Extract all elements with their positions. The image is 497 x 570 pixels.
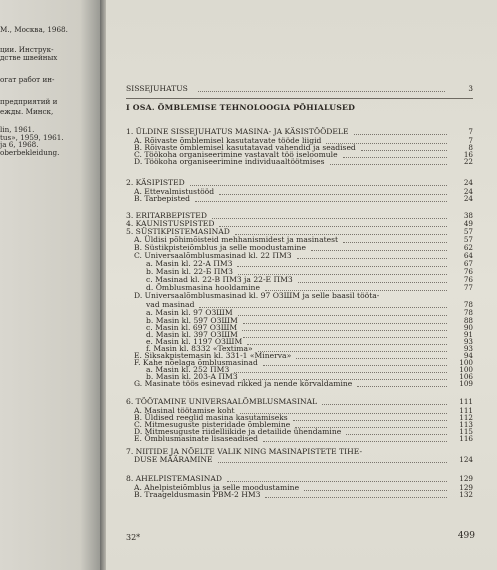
toc-entry-label: A. Ettevalmistustööd [134,187,215,196]
toc-chapter-page: 57 [463,227,473,236]
toc-intro [126,84,190,93]
toc-entry-leader [242,330,447,331]
toc-entry-label: F. Kahe nõelaga õmblusmasinad [134,358,258,367]
left-page-line: огат работ ин- [0,75,55,84]
toc-entry-page: 91 [463,330,473,339]
toc-entry-page: 77 [463,283,473,292]
toc-entry-page: 116 [459,434,473,443]
toc-chapter [126,127,351,136]
toc-entry-page: 88 [463,316,473,325]
toc-entry-page: 78 [463,308,473,317]
printer-signature: 32* [126,533,141,542]
toc-entry-page: 64 [463,251,473,260]
toc-entry [134,434,260,443]
toc-entry-page: 78 [463,300,473,309]
toc-entry-leader [296,358,447,359]
toc-entry-leader [238,315,447,316]
toc-entry-label: D. Universaalõmblusmasinad kl. 97 ОЗШМ ja selle baasil tööta- [134,291,380,300]
toc-entry-label: E. Õmblusmasinate lisaseadised [134,434,259,443]
toc-entry-page: 100 [459,365,473,374]
toc-entry-label: A. Ahelpisteiõmblus ja selle moodustamine [134,483,300,492]
toc-entry-label: D. Mitmesuguste riidelliikide ja detailide ühendamine [134,427,342,436]
left-page-line: M., Москва, 1968. [0,25,68,34]
toc-chapter-leader [219,226,447,227]
toc-entry-label: c. Masin kl. 697 ОЗШМ [146,323,238,332]
toc-chapter-leader [354,134,447,135]
toc-entry-leader [265,497,447,498]
toc-entry [134,291,381,300]
left-page-line: lin, 1961. [0,125,35,134]
toc-entry-label: C. Töökoha organiseerimine vastavalt töö iseloomule [134,150,338,159]
toc-chapter-page: 111 [459,397,473,406]
toc-entry-label: vad masinad [146,300,195,309]
toc-entry [134,379,354,388]
right-page [106,0,497,570]
toc-entry-label: C. Universaalõmblusmasinad kl. 22 ПМЗ [134,251,292,260]
toc-entry-page: 62 [463,243,473,252]
toc-chapter-leader [212,218,447,219]
toc-entry-label: B. Üldised reeglid masina kasutamiseks [134,413,288,422]
toc-chapter-cont-leader [218,462,447,463]
toc-chapter [126,474,224,483]
toc-chapter-label: 2. KÄSIPISTED [126,178,185,187]
toc-entry-leader [297,258,447,259]
toc-entry-label: C. Mitmesuguste pisteridade õmblemine [134,420,291,429]
toc-entry-label: a. Masin kl. 22-A ПМЗ [146,259,233,268]
toc-entry-page: 100 [459,358,473,367]
toc-chapter-cont-page: 124 [459,455,473,464]
toc-entry-label: G. Masinate töös esinevad rikked ja nende kõrvaldamine [134,379,353,388]
toc-entry-page: 24 [463,187,473,196]
toc-chapter-leader [227,481,447,482]
toc-entry-label: A. Masinal töötamise koht [134,406,235,415]
toc-entry-label: A. Üldisi põhimõisteid mehhanismidest ja masinatest [134,235,339,244]
left-page-line: tus», 1959, 1961. [0,133,64,142]
toc-entry-page: 132 [459,490,473,499]
toc-entry-label: B. Süstikpisteiõmblus ja selle moodustamine [134,243,306,252]
toc-entry-page: 57 [463,235,473,244]
toc-entry-leader [199,307,447,308]
toc-chapter-label: 4. KAUNISTUSPISTED [126,219,215,228]
toc-entry-label: B. Traageldusmasin РВМ-2 НМЗ [134,490,261,499]
toc-entry-label: c. Masinad kl. 22-В ПМЗ ja 22-Е ПМЗ [146,275,293,284]
toc-entry-page: 112 [459,413,473,422]
toc-entry-leader [343,157,447,158]
toc-chapter-label: 5. SÜSTIKPISTEMASINAD [126,227,230,236]
left-page-line: ции. Инструк- [0,45,54,54]
toc-entry-leader [237,266,447,267]
toc-entry-label: b. Masin kl. 22-Б ПМЗ [146,267,233,276]
toc-entry-label: D. Töökoha organiseerimine individuaaltöötmises [134,157,325,166]
toc-entry-leader [195,201,447,202]
toc-entry-leader [219,194,447,195]
toc-entry-leader [243,323,447,324]
toc-entry-label: B. Tarbepisted [134,194,190,203]
toc-chapter-label: 8. AHELPISTEMASINAD [126,474,222,483]
toc-entry-leader [343,242,447,243]
toc-entry-page: 7 [468,136,473,145]
toc-intro-leader [198,91,445,92]
toc-entry-leader [361,150,447,151]
toc-entry-label: d. Õmblusmasina hooldamine [146,283,260,292]
left-page-line: дстве швейных [0,53,58,62]
toc-entry-leader [263,365,447,366]
toc-rule [126,98,473,99]
toc-entry-page: 22 [463,157,473,166]
toc-intro-label: SISSEJUHATUS [126,84,188,93]
toc-entry-page: 8 [468,143,473,152]
toc-entry-leader [311,250,447,251]
toc-entry-page: 115 [459,427,473,436]
toc-part-heading: I OSA. ÖMBLEMISE TEHNOLOOGIA PÕHIALUSED [126,103,356,112]
toc-entry-label: B. Rõivaste õmblemisel kasutatavad vahendid ja seadised [134,143,356,152]
toc-chapter-page: 129 [459,474,473,483]
toc-entry-label: b. Masin kl. 597 ОЗШМ [146,316,238,325]
toc-entry-label: d. Masin kl. 397 ОЗШМ [146,330,238,339]
left-page-line: ja 6, 1968. [0,140,39,149]
toc-chapter-page: 49 [463,219,473,228]
toc-entry [134,194,192,203]
toc-entry-leader [330,164,447,165]
toc-chapter [126,397,319,406]
toc-chapter-page: 24 [463,178,473,187]
toc-chapter-cont [134,455,215,464]
toc-chapter-label: 1. ÜLDINE SISSEJUHATUS MASINA- JA KÄSISTÖÖDELE [126,127,349,136]
toc-entry-page: 24 [463,194,473,203]
toc-entry-leader [293,420,447,421]
toc-chapter-label: 7. NIITIDE JA NÕELTE VALIK NING MASINAPISTETE TIHE- [126,447,363,456]
toc-entry-leader [234,372,447,373]
toc-entry-page: 94 [463,351,473,360]
toc-chapter-cont-label: DUSE MÄÄRAMINE [134,455,213,464]
toc-entry-label: e. Masin kl. 1197 ОЗШМ [146,337,243,346]
toc-entry-leader [263,441,447,442]
toc-chapter-page: 7 [468,127,473,136]
toc-entry-page: 76 [463,275,473,284]
toc-entry-page: 93 [463,337,473,346]
page-number: 499 [457,531,475,541]
toc-entry-leader [247,344,447,345]
left-page [0,0,100,570]
toc-entry-page: 106 [459,372,473,381]
toc-entry-page: 90 [463,323,473,332]
toc-entry-leader [243,337,447,338]
toc-chapter [126,178,187,187]
toc-entry-label: b. Masin kl. 203-A ПМЗ [146,372,238,381]
toc-chapter-label: 3. ERITARBEPISTED [126,211,207,220]
toc-chapter-leader [322,404,447,405]
toc-chapter-leader [190,185,447,186]
toc-entry-label: a. Masin kl. 252 ПМЗ [146,365,230,374]
toc-entry-label: a. Masin kl. 97 ОЗШМ [146,308,233,317]
left-page-line: oberbekleidung. [0,148,60,157]
toc-entry-label: E. Siksakpistemasin kl. 331-1 «Minerva» [134,351,292,360]
toc-chapter-label: 6. TÖÖTAMINE UNIVERSAALÕMBLUSMASINAL [126,397,318,406]
toc-entry-page: 76 [463,267,473,276]
toc-intro-page: 3 [468,84,473,93]
toc-entry-page: 67 [463,259,473,268]
toc-entry [134,157,327,166]
toc-entry-leader [304,490,447,491]
toc-chapter-page: 38 [463,211,473,220]
toc-entry-leader [357,386,447,387]
toc-entry-leader [346,434,447,435]
toc-entry-leader [298,282,447,283]
left-page-line: предприятий и [0,97,58,106]
toc-entry-page: 16 [463,150,473,159]
toc-entry-page: 113 [459,420,473,429]
toc-entry-label: A. Rõivaste õmblemisel kasutatavate tööde liigid [134,136,322,145]
toc-entry-page: 93 [463,344,473,353]
left-page-line: ежды. Минск, [0,107,54,116]
toc-entry-page: 111 [459,406,473,415]
toc-entry-page: 109 [459,379,473,388]
toc-entry-label: f. Masin kl. 8332 «Textima» [146,344,253,353]
toc-entry [134,490,262,499]
toc-entry-page: 129 [459,483,473,492]
